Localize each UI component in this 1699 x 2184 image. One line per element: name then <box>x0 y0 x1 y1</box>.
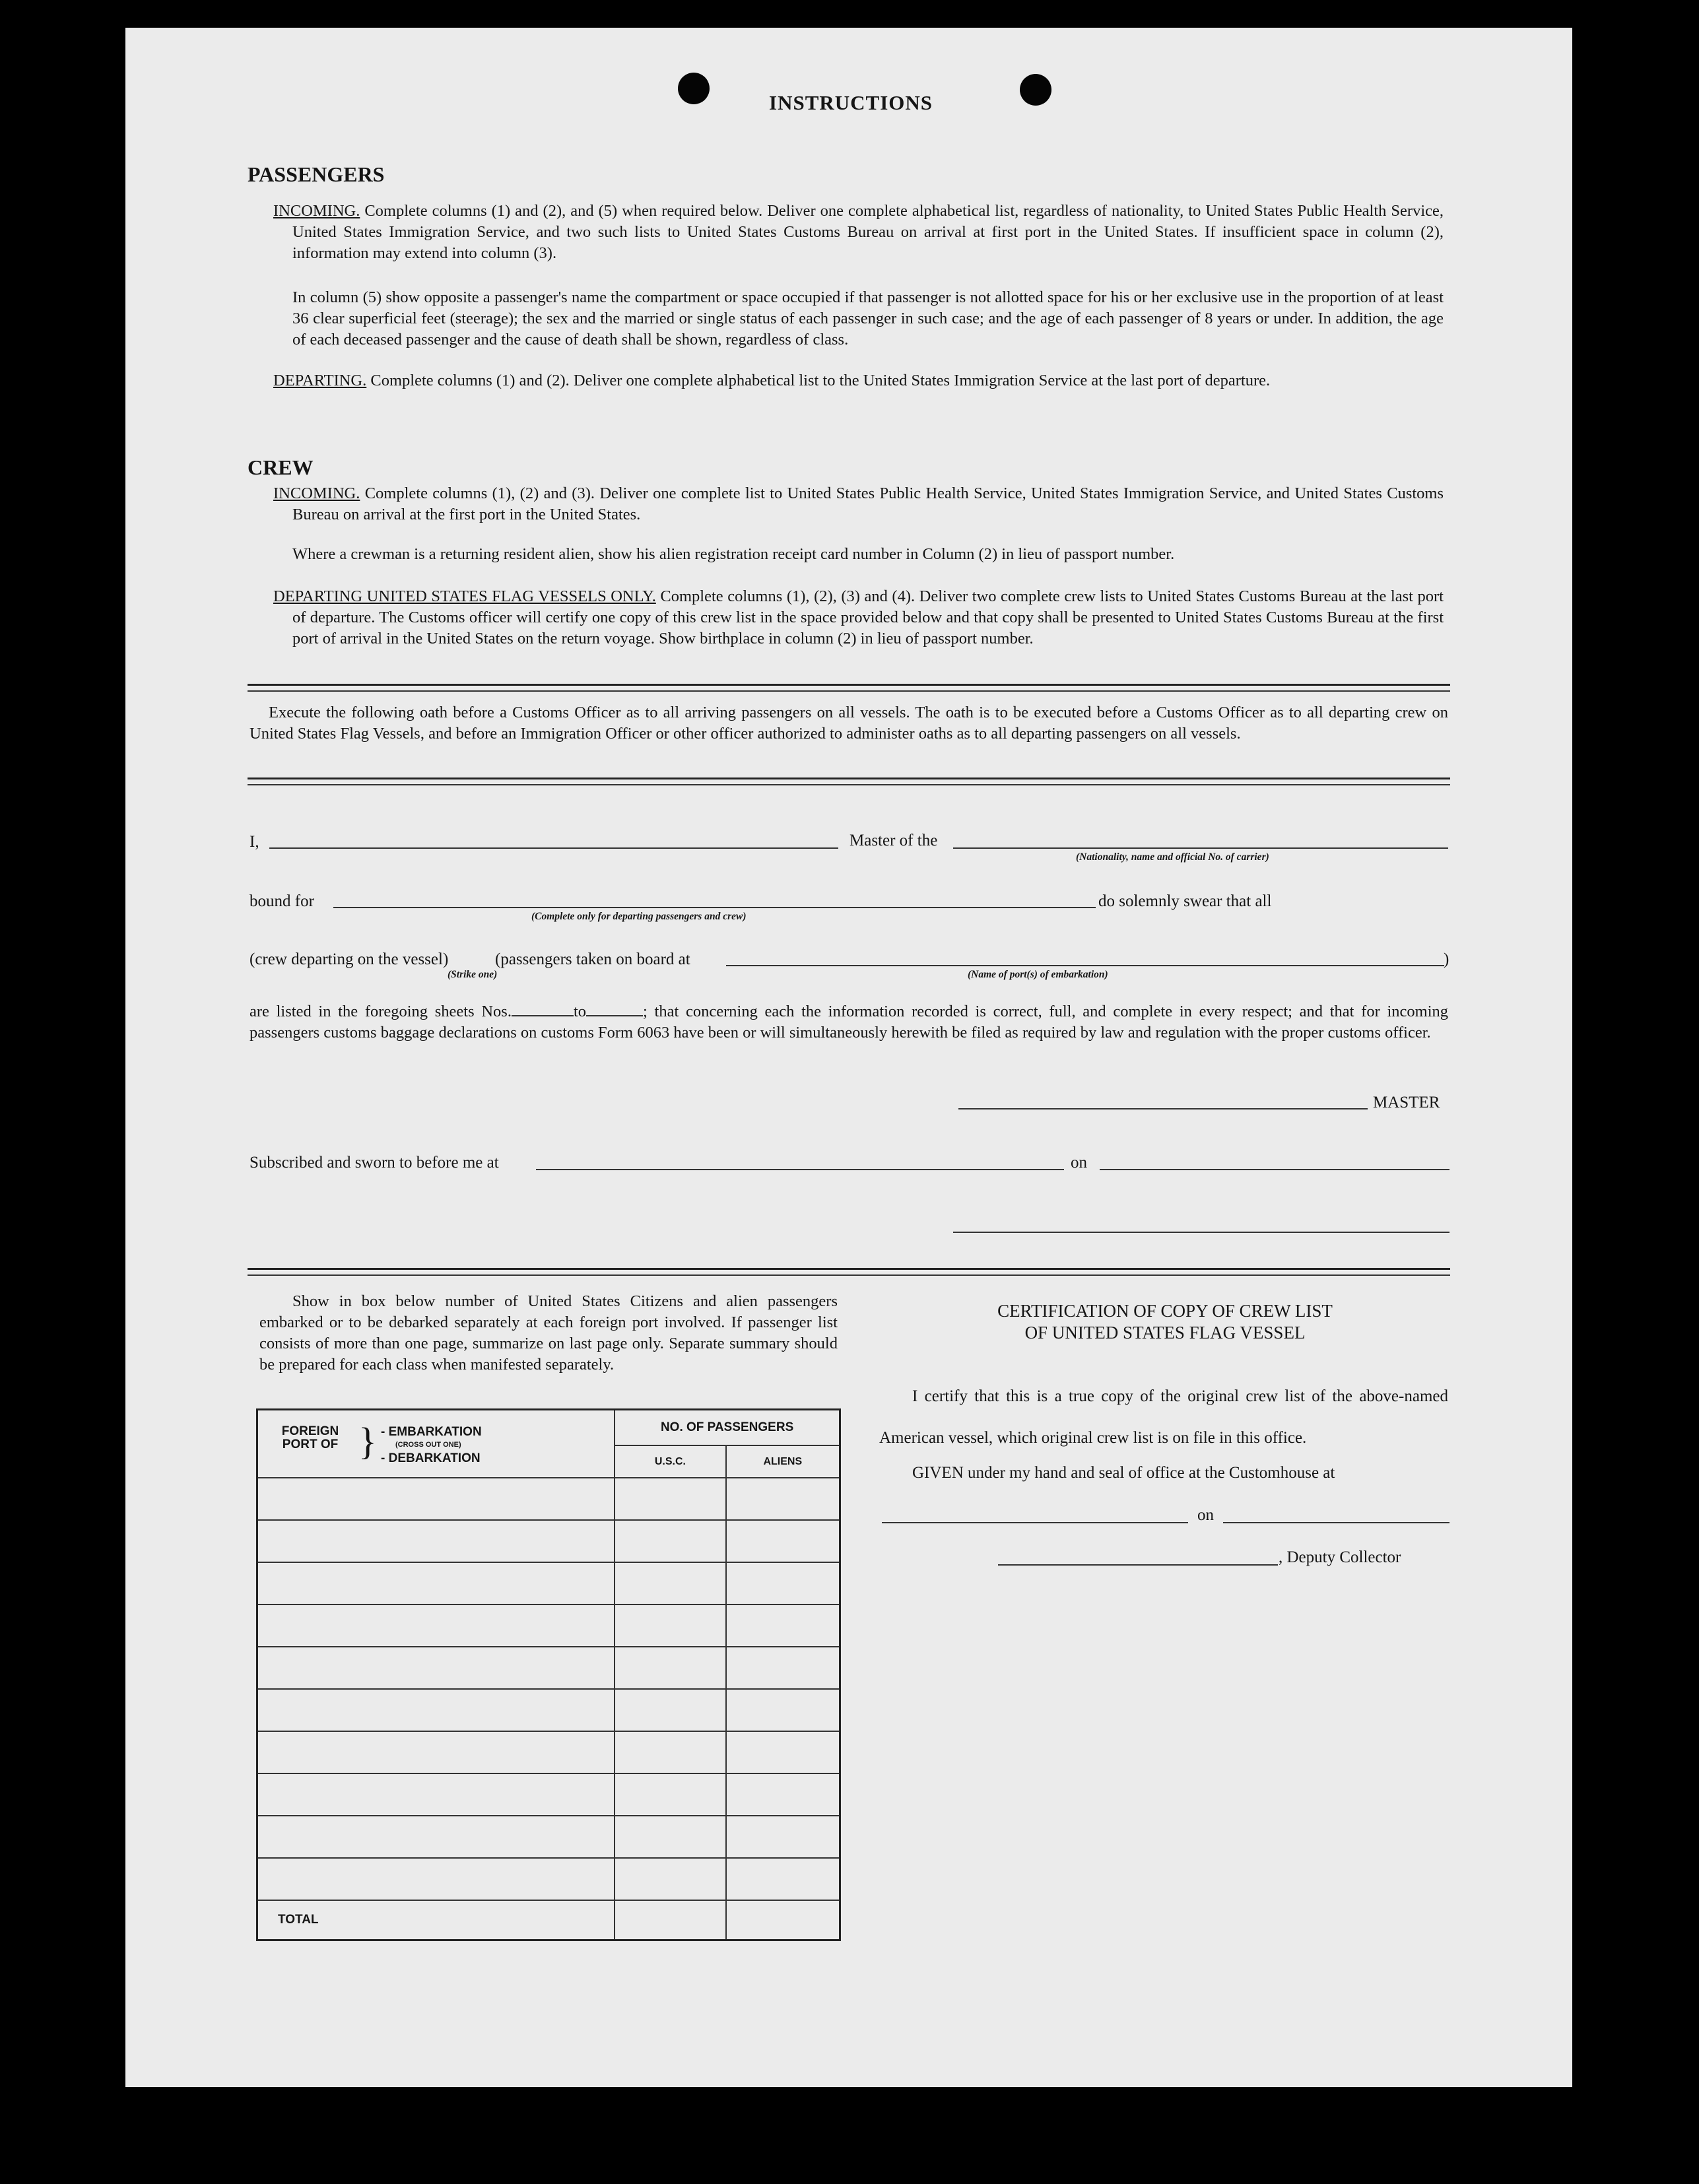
master-signature-line[interactable] <box>958 1108 1368 1109</box>
master-of-the-label: Master of the <box>849 832 938 849</box>
usc-header: U.S.C. <box>615 1445 725 1478</box>
certification-title-line1: CERTIFICATION OF COPY OF CREW LIST <box>997 1301 1333 1321</box>
no-of-passengers-header: NO. OF PASSENGERS <box>615 1410 840 1446</box>
usc-cell[interactable] <box>615 1562 725 1605</box>
table-row <box>257 1605 840 1647</box>
departing-label: DEPARTING. <box>273 372 367 389</box>
form-page <box>125 28 1572 2087</box>
aliens-cell[interactable] <box>726 1773 840 1816</box>
aliens-cell[interactable] <box>726 1858 840 1900</box>
listed-pre: are listed in the foregoing sheets Nos. <box>250 1003 512 1020</box>
sworn-on-label: on <box>1071 1154 1087 1172</box>
usc-cell[interactable] <box>615 1816 725 1858</box>
passengers-departing-paragraph <box>273 370 1444 391</box>
given-text: GIVEN under my hand and seal of office at the Customhouse at <box>912 1464 1335 1482</box>
brace: } <box>358 1420 377 1463</box>
divider <box>248 690 1450 692</box>
total-aliens-cell[interactable] <box>726 1900 840 1940</box>
page-title: INSTRUCTIONS <box>769 91 933 114</box>
usc-cell[interactable] <box>615 1605 725 1647</box>
divider <box>248 784 1450 785</box>
aliens-cell[interactable] <box>726 1562 840 1605</box>
cert-on-label: on <box>1197 1506 1214 1524</box>
port-cell[interactable] <box>257 1858 615 1900</box>
aliens-cell[interactable] <box>726 1647 840 1689</box>
divider <box>248 684 1450 686</box>
table-row <box>257 1647 840 1689</box>
passengers-heading: PASSENGERS <box>248 162 385 186</box>
crew-heading: CREW <box>248 455 314 479</box>
column5-paragraph: In column (5) show opposite a passenger's name the compartment or space occupied if that passenger is not allotted space for his or her exclusive use in the proportion of at least 36 clear superficial feet (steerage); the sex and the married or single status of each passenger in such case; and the age of each passenger of 8 years or under. In addition, the age of each deceased passenger and the cause of death shall be shown, regardless of class. <box>292 288 1444 348</box>
aliens-cell[interactable] <box>726 1478 840 1520</box>
sheet-from-field[interactable] <box>512 1002 574 1016</box>
divider <box>248 1268 1450 1270</box>
port-cell[interactable] <box>257 1731 615 1773</box>
divider <box>248 1274 1450 1276</box>
usc-cell[interactable] <box>615 1520 725 1562</box>
usc-cell[interactable] <box>615 1773 725 1816</box>
incoming-text: Complete columns (1) and (2), and (5) when required below. Deliver one complete alphabetical list, regardless of nationality, to United States Public Health Service, United States Immigration Service, and two such lists to United States Customs Bureau on arrival at first port in the United States. If insufficient space in column (2), information may extend into column (3). <box>292 202 1444 262</box>
aliens-cell[interactable] <box>726 1605 840 1647</box>
cross-out-one: (CROSS OUT ONE) <box>395 1441 461 1449</box>
oath-instruction: Execute the following oath before a Customs Officer as to all arriving passengers on all vessels. The oath is to be executed before a Customs Officer as to all departing crew on United States Flag Vessels, and before an Immigration Officer or other officer authorized to administer oaths as to all departing passengers on all vessels. <box>250 704 1448 743</box>
divider <box>248 778 1450 779</box>
master-name-field[interactable] <box>269 847 838 849</box>
sworn-date-field[interactable] <box>1100 1169 1449 1170</box>
port-of-embarkation-field[interactable] <box>726 965 1444 966</box>
table-row <box>257 1858 840 1900</box>
debarkation-label: - DEBARKATION <box>381 1451 481 1465</box>
incoming-label: INCOMING. <box>273 202 360 220</box>
crew-departing-option[interactable]: (crew departing on the vessel) <box>250 950 449 968</box>
port-cell[interactable] <box>257 1773 615 1816</box>
total-label: TOTAL <box>257 1900 615 1940</box>
aliens-cell[interactable] <box>726 1731 840 1773</box>
listed-paragraph <box>250 1001 1448 1043</box>
subscribed-label: Subscribed and sworn to before me at <box>250 1154 499 1172</box>
embarkation-label: - EMBARKATION <box>381 1425 482 1439</box>
usc-cell[interactable] <box>615 1689 725 1731</box>
deputy-collector-label: , Deputy Collector <box>1279 1548 1401 1566</box>
crew-incoming-text: Complete columns (1), (2) and (3). Deliver one complete list to United States Public Health Service, United States Immigration Service, and United States Customs Bureau on arrival at the first port in the United States. <box>292 484 1444 523</box>
punch-hole <box>678 73 710 104</box>
table-row <box>257 1689 840 1731</box>
punch-hole <box>1020 74 1051 106</box>
carrier-caption: (Nationality, name and official No. of carrier) <box>1076 851 1269 863</box>
bound-for-caption: (Complete only for departing passengers and crew) <box>531 911 747 922</box>
table-row <box>257 1562 840 1605</box>
certification-title <box>878 1300 1452 1344</box>
sworn-place-field[interactable] <box>536 1169 1064 1170</box>
foreign-port-of: FOREIGN PORT OF <box>281 1424 339 1451</box>
deputy-collector-signature-line[interactable] <box>998 1564 1278 1566</box>
close-paren: ) <box>1444 950 1449 968</box>
sheet-to-field[interactable] <box>586 1002 643 1016</box>
port-cell[interactable] <box>257 1689 615 1731</box>
passenger-summary-table <box>256 1408 841 1941</box>
crew-departing-paragraph <box>273 586 1444 649</box>
table-row <box>257 1773 840 1816</box>
aliens-header: ALIENS <box>726 1445 840 1478</box>
total-usc-cell[interactable] <box>615 1900 725 1940</box>
aliens-cell[interactable] <box>726 1689 840 1731</box>
usc-cell[interactable] <box>615 1731 725 1773</box>
passengers-incoming-paragraph <box>273 201 1444 264</box>
usc-cell[interactable] <box>615 1647 725 1689</box>
officer-signature-line[interactable] <box>953 1232 1449 1233</box>
customhouse-field[interactable] <box>882 1522 1188 1523</box>
port-cell[interactable] <box>257 1562 615 1605</box>
certify-paragraph: I certify that this is a true copy of the original crew list of the above-named American vessel, which original crew list is on file in this office. <box>879 1387 1448 1447</box>
port-cell[interactable] <box>257 1647 615 1689</box>
aliens-cell[interactable] <box>726 1816 840 1858</box>
table-row <box>257 1731 840 1773</box>
crew-departing-text: Complete columns (1), (2), (3) and (4). Deliver two complete crew lists to United States Customs Bureau at the last port of departure. The Customs officer will certify one copy of this crew list in the space provided below and that copy shall be presented to United States Customs Bureau at the first port of arrival in the United States on the return voyage. Show birthplace in column (2) in lieu of passport number. <box>292 587 1444 647</box>
cert-date-field[interactable] <box>1223 1522 1449 1523</box>
port-cell[interactable] <box>257 1816 615 1858</box>
port-cell[interactable] <box>257 1605 615 1647</box>
crew-departing-label: DEPARTING UNITED STATES FLAG VESSELS ONLY. <box>273 587 656 605</box>
table-row <box>257 1520 840 1562</box>
departing-text: Complete columns (1) and (2). Deliver one complete alphabetical list to the United States Immigration Service at the last port of departure. <box>370 372 1271 389</box>
bound-for-label: bound for <box>250 892 314 910</box>
do-solemnly-label: do solemnly swear that all <box>1098 892 1272 910</box>
port-cell[interactable] <box>257 1478 615 1520</box>
crew-incoming-paragraph <box>273 483 1444 525</box>
port-caption: (Name of port(s) of embarkation) <box>968 969 1108 980</box>
resident-alien-paragraph: Where a crewman is a returning resident alien, show his alien registration receipt card number in Column (2) in lieu of passport number. <box>292 545 1175 563</box>
usc-cell[interactable] <box>615 1858 725 1900</box>
table-row <box>257 1816 840 1858</box>
master-label: MASTER <box>1373 1094 1440 1111</box>
strike-one-caption: (Strike one) <box>448 969 498 980</box>
bound-for-field[interactable] <box>333 907 1096 908</box>
port-header-cell <box>257 1410 615 1478</box>
crew-incoming-label: INCOMING. <box>273 484 360 502</box>
certification-title-line2: OF UNITED STATES FLAG VESSEL <box>1024 1323 1306 1342</box>
listed-post: ; that concerning each the information recorded is correct, full, and complete in every respect; and that for incoming passengers customs baggage declarations on customs Form 6063 have been or will simultaneously herewith be filed as required by law and regulation with the proper customs officer. <box>250 1003 1448 1042</box>
port-cell[interactable] <box>257 1520 615 1562</box>
table-row <box>257 1478 840 1520</box>
passengers-taken-option[interactable]: (passengers taken on board at <box>495 950 690 968</box>
aliens-cell[interactable] <box>726 1520 840 1562</box>
summary-instruction: Show in box below number of United States Citizens and alien passengers embarked or to be debarked separately at each foreign port involved. If passenger list consists of more than one page, summarize on last page only. Separate summary should be prepared for each class when manifested separately. <box>259 1292 838 1373</box>
listed-to: to <box>573 1003 587 1020</box>
usc-cell[interactable] <box>615 1478 725 1520</box>
carrier-field[interactable] <box>953 847 1448 849</box>
oath-i-label: I, <box>250 833 259 851</box>
